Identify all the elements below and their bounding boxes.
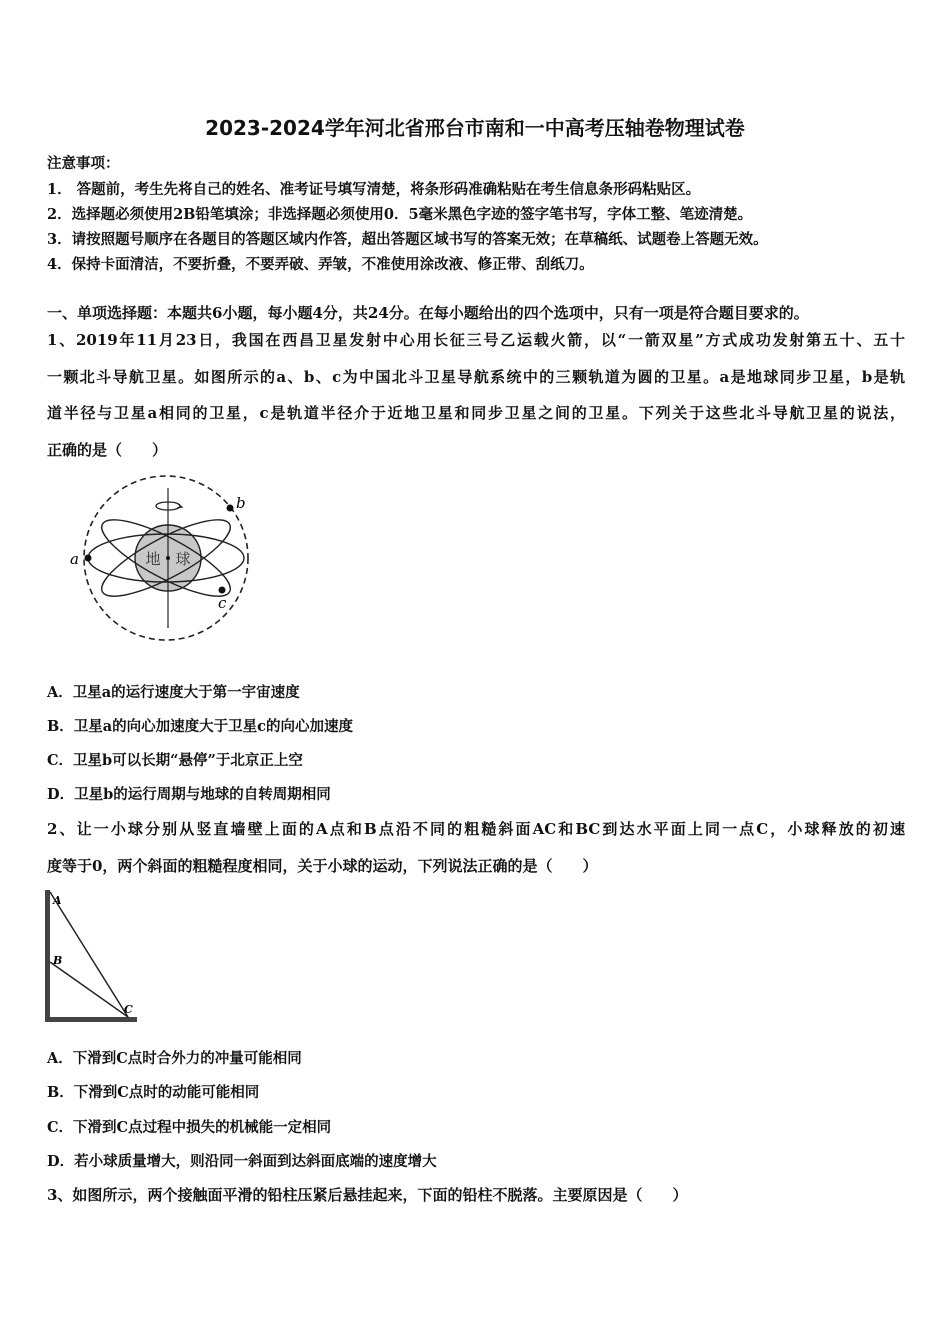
satellite-b-dot	[227, 505, 234, 512]
label-B: B	[53, 954, 63, 967]
satellite-c-dot	[219, 587, 226, 594]
label-a: a	[70, 550, 79, 568]
satellite-orbit-figure	[62, 470, 262, 650]
section-heading: 一、单项选择题：本题共6小题，每小题4分，共24分。在每小题给出的四个选项中，只有一项是符合题目要求的。	[47, 304, 809, 322]
option-a: A．卫星a的运行速度大于第一宇宙速度	[47, 684, 300, 701]
question-2-text: 2、让一小球分别从竖直墙壁上面的A点和B点沿不同的粗糙斜面AC和BC到达水平面上同一点C，小球释放的初速	[47, 820, 905, 838]
question-1-text: 道半径与卫星a相同的卫星，c是轨道半径介于近地卫星和同步卫星之间的卫星。下列关于这些北斗导航卫星的说法，	[47, 404, 905, 422]
label-A: A	[53, 894, 62, 907]
option-b: B．卫星a的向心加速度大于卫星c的向心加速度	[47, 718, 353, 735]
wall	[45, 890, 50, 1022]
incline-figure	[42, 886, 142, 1026]
ground	[45, 1017, 137, 1022]
option-a: A．下滑到C点时合外力的冲量可能相同	[47, 1050, 302, 1067]
notice-item: 3．请按照题号顺序在各题目的答题区域内作答，超出答题区域书写的答案无效；在草稿纸、试题卷上答题无效。	[47, 231, 768, 248]
question-1-text: 1、2019年11月23日，我国在西昌卫星发射中心用长征三号乙运载火箭，以“一箭双星”方式成功发射第五十、五十	[47, 331, 905, 349]
question-1-text: 正确的是（ ）	[47, 441, 168, 459]
question-3-text: 3、如图所示，两个接触面平滑的铅柱压紧后悬挂起来，下面的铅柱不脱落。主要原因是（ ）	[47, 1186, 688, 1204]
page-title: 2023-2024学年河北省邢台市南和一中高考压轴卷物理试卷	[205, 116, 745, 140]
notice-item: 1． 答题前，考生先将自己的姓名、准考证号填写清楚，将条形码准确粘贴在考生信息条形码粘贴区。	[47, 181, 701, 198]
label-b: b	[236, 494, 246, 512]
question-2-text: 度等于0，两个斜面的粗糙程度相同，关于小球的运动，下列说法正确的是（ ）	[47, 857, 598, 875]
question-1-text: 一颗北斗导航卫星。如图所示的a、b、c为中国北斗卫星导航系统中的三颗轨道为圆的卫星。a是地球同步卫星，b是轨	[47, 368, 905, 386]
option-b: B．下滑到C点时的动能可能相同	[47, 1084, 260, 1101]
option-d: D．卫星b的运行周期与地球的自转周期相同	[47, 786, 331, 803]
option-d: D．若小球质量增大，则沿同一斜面到达斜面底端的速度增大	[47, 1153, 437, 1170]
earth-label: 地 球	[145, 550, 191, 568]
notice-item: 4．保持卡面清洁，不要折叠，不要弄破、弄皱，不准使用涂改液、修正带、刮纸刀。	[47, 256, 594, 273]
option-c: C．卫星b可以长期“悬停”于北京正上空	[47, 752, 303, 769]
notice-item: 2．选择题必须使用2B铅笔填涂；非选择题必须使用0．5毫米黑色字迹的签字笔书写，字体工整、笔迹清楚。	[47, 206, 753, 223]
option-c: C．下滑到C点过程中损失的机械能一定相同	[47, 1119, 332, 1136]
satellite-a-dot	[85, 555, 92, 562]
label-c: c	[218, 594, 227, 612]
label-C: C	[124, 1003, 133, 1016]
incline-bc	[50, 962, 128, 1017]
notice-heading: 注意事项：	[47, 155, 120, 172]
